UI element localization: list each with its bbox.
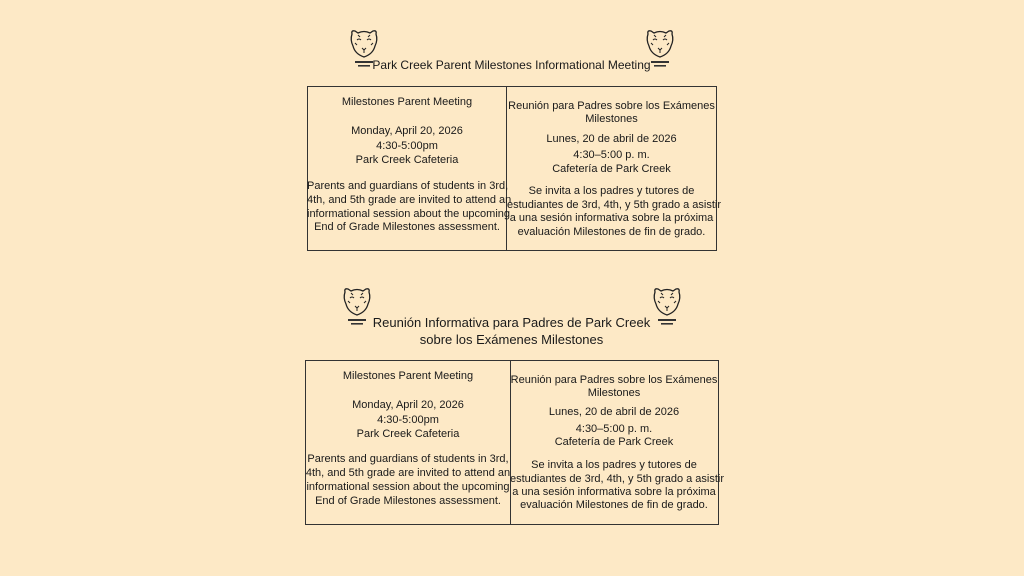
spanish-body: Se invita a los padres y tutores de — [528, 185, 695, 197]
flyer-title: sobre los Exámenes Milestones — [419, 332, 604, 347]
spanish-body: estudiantes de 3rd, 4th, y 5th grado a asistir — [507, 199, 722, 211]
english-body: 4th, and 5th grade are invited to attend an — [305, 467, 511, 479]
english-date: Monday, April 20, 2026 — [351, 125, 463, 137]
english-date: Monday, April 20, 2026 — [352, 399, 464, 411]
spanish-date: Lunes, 20 de abril de 2026 — [546, 133, 677, 145]
spanish-body: a una sesión informativa sobre la próxima — [512, 486, 716, 498]
english-body: 4th, and 5th grade are invited to attend an — [307, 194, 512, 206]
english-body: informational session about the upcoming — [307, 208, 511, 220]
english-body: End of Grade Milestones assessment. — [315, 495, 501, 507]
spanish-location: Cafetería de Park Creek — [554, 436, 674, 448]
spanish-time: 4:30–5:00 p. m. — [573, 149, 650, 161]
spanish-time: 4:30–5:00 p. m. — [575, 423, 653, 435]
spanish-body: a una sesión informativa sobre la próxima — [509, 212, 714, 224]
spanish-heading: Reunión para Padres sobre los Exámenes — [508, 100, 715, 112]
english-heading: Milestones Parent Meeting — [342, 370, 474, 382]
english-location: Park Creek Cafeteria — [355, 154, 459, 166]
english-location: Park Creek Cafeteria — [356, 428, 460, 440]
spanish-heading: Milestones — [585, 113, 638, 125]
spanish-heading: Reunión para Padres sobre los Exámenes — [510, 374, 718, 386]
english-body: Parents and guardians of students in 3rd, — [307, 453, 509, 465]
spanish-body: Se invita a los padres y tutores de — [531, 459, 697, 471]
english-time: 4:30-5:00pm — [376, 140, 438, 152]
english-body: Parents and guardians of students in 3rd, — [307, 180, 509, 192]
flyer-title: Park Creek Parent Milestones Informational Meeting — [372, 58, 651, 72]
english-body: End of Grade Milestones assessment. — [314, 221, 500, 233]
spanish-body: evaluación Milestones de fin de grado. — [517, 226, 706, 238]
english-body: informational session about the upcoming — [306, 481, 510, 493]
spanish-body: estudiantes de 3rd, 4th, y 5th grado a asistir — [510, 473, 725, 485]
spanish-location: Cafetería de Park Creek — [552, 163, 671, 175]
english-heading: Milestones Parent Meeting — [341, 96, 473, 108]
spanish-body: evaluación Milestones de fin de grado. — [520, 499, 708, 511]
english-time: 4:30-5:00pm — [377, 414, 439, 426]
spanish-heading: Milestones — [587, 387, 641, 399]
flyer-title: Reunión Informativa para Padres de Park Creek — [372, 315, 651, 330]
spanish-date: Lunes, 20 de abril de 2026 — [548, 406, 680, 418]
